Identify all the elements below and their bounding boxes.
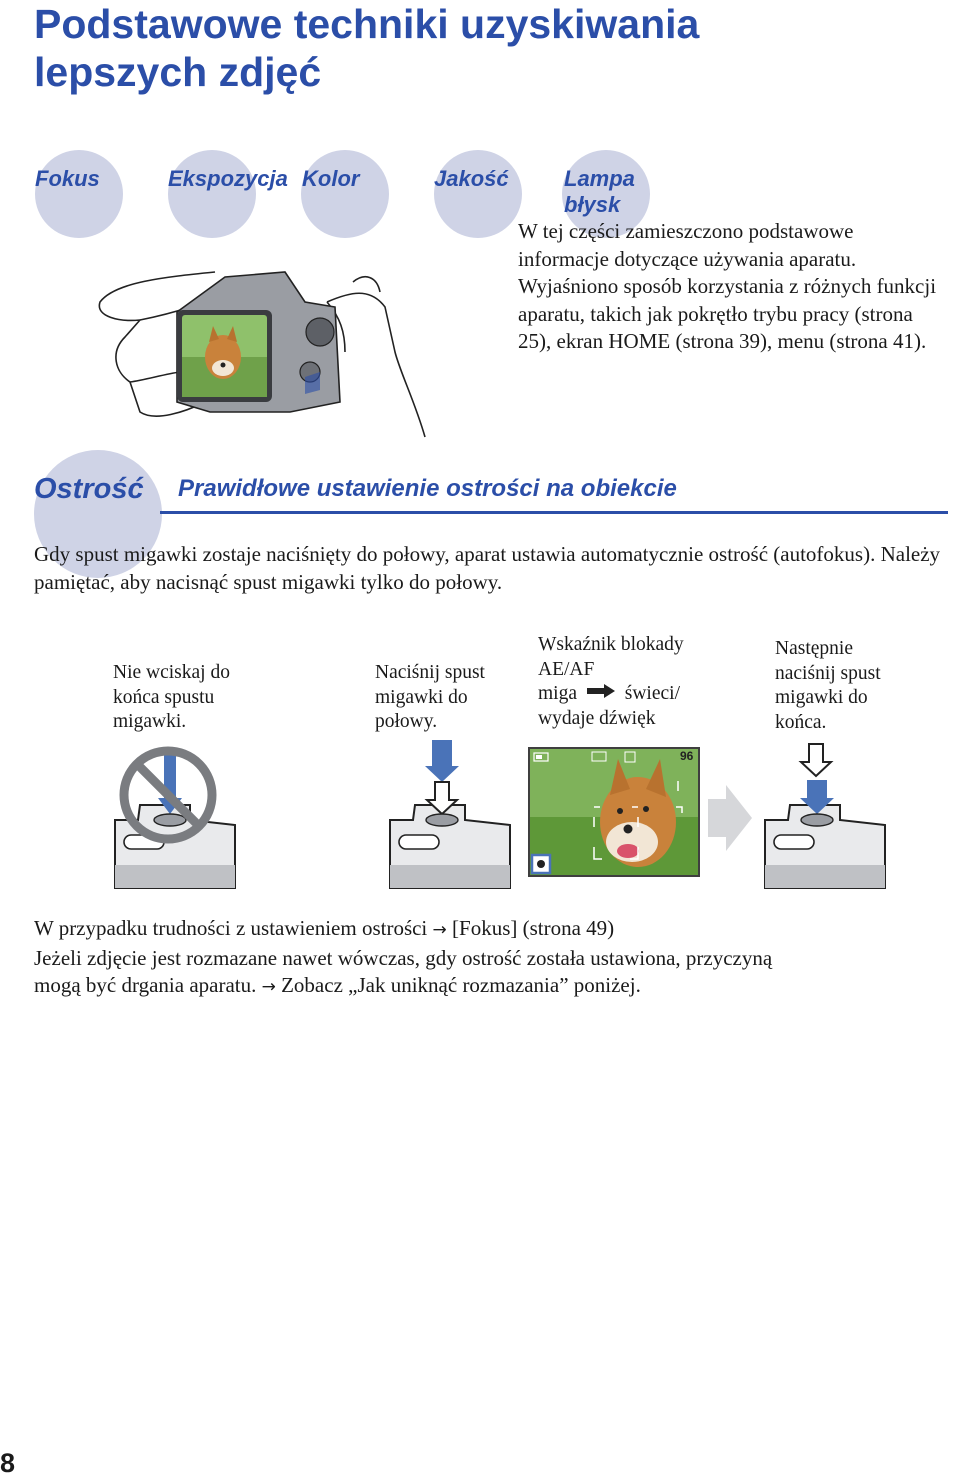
step-3-indicator-row bbox=[538, 683, 680, 704]
tab-fokus[interactable]: Fokus bbox=[35, 166, 100, 191]
tab-ekspozycja[interactable]: Ekspozycja bbox=[168, 166, 288, 191]
step-1-caption bbox=[113, 661, 230, 735]
notes-line-3-link[interactable]: Zobacz „Jak uniknąć rozmazania” poniżej. bbox=[281, 973, 641, 997]
notes-line-1-link[interactable]: [Fokus] (strona 49) bbox=[452, 916, 615, 940]
tab-kolor[interactable]: Kolor bbox=[302, 166, 360, 191]
notes bbox=[34, 915, 948, 1002]
section-subtitle: Prawidłowe ustawienie ostrości na obiekcie bbox=[178, 475, 677, 502]
step-2-line: połowy. bbox=[375, 711, 438, 732]
page-title-line-1: Podstawowe techniki uzyskiwania bbox=[34, 1, 700, 47]
step-3-caption bbox=[538, 633, 684, 731]
step-4-line: Następnie bbox=[775, 638, 853, 659]
right-arrow-icon bbox=[586, 682, 616, 707]
tab-kolor-circle bbox=[301, 150, 389, 238]
step-2-line: Naciśnij spust bbox=[375, 662, 485, 683]
page-title-line-2: lepszych zdjęć bbox=[34, 49, 322, 95]
next-step-arrow-icon bbox=[706, 783, 754, 853]
section-title: Ostrość bbox=[34, 473, 144, 505]
step-2-line: migawki do bbox=[375, 686, 468, 708]
step-1-line: migawki. bbox=[113, 711, 187, 732]
lcd-shot-counter: 96 bbox=[680, 749, 694, 763]
tab-jakosc-circle bbox=[434, 150, 522, 238]
tab-jakosc[interactable]: Jakość bbox=[434, 166, 509, 191]
step-4-line: migawki do bbox=[775, 687, 868, 708]
section-body: Gdy spust migawki zostaje naciśnięty do połowy, aparat ustawia automatycznie ostrość (autofokus). Należy pamiętać, aby nacisnąć spust migawki tylko do połowy. bbox=[34, 542, 941, 594]
step-4-line: końca. bbox=[775, 711, 827, 733]
notes-line-2: Jeżeli zdjęcie jest rozmazane nawet wówczas, gdy ostrość została ustawiona, przyczyną bbox=[34, 945, 773, 970]
step-3-blink: miga bbox=[538, 683, 577, 704]
camera-in-hands-illustration bbox=[95, 262, 435, 442]
step-1-full-press-prohibited-illustration bbox=[110, 740, 240, 890]
arrow-right-icon: → bbox=[261, 977, 276, 997]
section-divider bbox=[160, 511, 948, 514]
tab-lampa-label-1: Lampa bbox=[564, 166, 635, 191]
notes-line-1-text: W przypadku trudności z ustawieniem ostrości bbox=[34, 916, 428, 940]
step-4-line: naciśnij spust bbox=[775, 662, 881, 684]
step-4-caption bbox=[775, 637, 881, 735]
step-4-full-press-illustration bbox=[760, 738, 890, 890]
step-1-line: Nie wciskaj do bbox=[113, 662, 230, 683]
lcd-dog-photo bbox=[528, 747, 700, 877]
intro-paragraph: W tej części zamieszczono podstawowe informacje dotyczące używania aparatu. Wyjaśniono sposób korzystania z różnych funkcji aparatu, takich jak pokrętło trybu pracy (strona 25), ekran HOME (strona 39), menu (strona 41). bbox=[518, 219, 937, 353]
step-2-half-press-illustration bbox=[385, 738, 515, 890]
notes-line-3-text: mogą być drgania aparatu. bbox=[34, 973, 257, 997]
lcd-screen bbox=[528, 747, 700, 877]
tab-lampa-label-2: błysk bbox=[564, 192, 621, 217]
notes-line-3 bbox=[34, 973, 641, 997]
step-3-lit: świeci/ bbox=[624, 683, 680, 704]
page-title bbox=[34, 0, 699, 96]
step-3-line-2: AE/AF bbox=[538, 658, 595, 680]
step-3-line-4: wydaje dźwięk bbox=[538, 707, 656, 729]
step-3-line-1: Wskaźnik blokady bbox=[538, 634, 684, 655]
tab-lampa-blysk[interactable] bbox=[564, 166, 635, 218]
notes-line-1 bbox=[34, 916, 614, 940]
tab-ekspozycja-circle bbox=[168, 150, 256, 238]
step-1-line: końca spustu bbox=[113, 686, 215, 708]
tab-fokus-circle bbox=[35, 150, 123, 238]
step-2-caption bbox=[375, 661, 485, 735]
arrow-right-icon: → bbox=[432, 920, 447, 940]
page-number: 8 bbox=[0, 1448, 16, 1478]
